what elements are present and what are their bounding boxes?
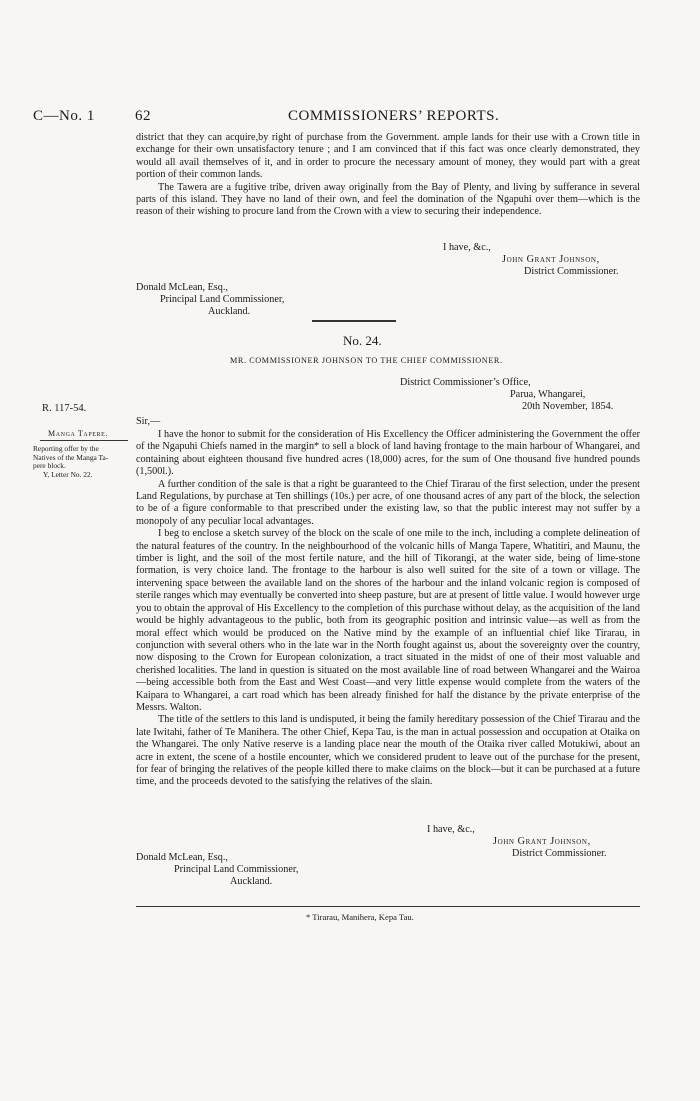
prior-paragraph-1: district that they can acquire,by right of purchase from the Government. ample lands for their use with a Crown title in exchange for their own unsatisfactory tenure ; and I am convinced that if this fact was once clearly demonstrated, they would all avail themselves of it, and in order to procure the necessary amount of money, they would part with a great portion of their common lands. bbox=[136, 132, 640, 181]
letter-closing: I have, &c., bbox=[427, 824, 475, 835]
prior-closing: I have, &c., bbox=[443, 242, 491, 253]
address-line-1: District Commissioner’s Office, bbox=[400, 377, 531, 388]
letter-body bbox=[136, 429, 640, 789]
prior-addressee-role: Principal Land Commissioner, bbox=[160, 294, 285, 305]
letter-addressee-role: Principal Land Commissioner, bbox=[174, 864, 299, 875]
section-divider bbox=[312, 320, 396, 322]
letter-paragraph-2: A further condition of the sale is that a right be guaranteed to the Chief Tirarau of the first selection, under the present Land Regulations, by purchase at Ten shillings (10s.) per acre, of one thousand acres of any part of the block, the selection to be of a figure conformable to that prescribed under the existing law, so that the public interest may not suffer by a monopoly of any peculiar local advantages. bbox=[136, 478, 640, 527]
prior-signature-name: John Grant Johnson, bbox=[502, 254, 600, 265]
prior-paragraph-2: The Tawera are a fugitive tribe, driven away originally from the Bay of Plenty, and living by sufferance in several parts of this island. They have no land of their own, and feel the domination of the Ngapuhi over them—which is the reason of their wishing to procure land from the Crown with a view to securing their independence. bbox=[136, 181, 640, 218]
letter-addressee-place: Auckland. bbox=[230, 876, 273, 887]
page-number: 62 bbox=[135, 108, 151, 124]
margin-title: Manga Tapere. bbox=[48, 429, 108, 438]
letter-addressee-name: Donald McLean, Esq., bbox=[136, 852, 228, 863]
page-title: COMMISSIONERS’ REPORTS. bbox=[288, 108, 500, 124]
letter-heading: MR. COMMISSIONER JOHNSON TO THE CHIEF COMMISSIONER. bbox=[230, 356, 503, 365]
footnote-rule bbox=[136, 906, 640, 907]
letter-paragraph-1: I have the honor to submit for the consideration of His Excellency the Officer administering the Government the offer of the Ngapuhi Chiefs named in the margin* to sell a block of land having frontage to the main harbour of Whangarei, and containing about eighteen thousand five hundred acres (18,000) acres, for the sum of One thousand five hundred pounds (1,500l.). bbox=[136, 429, 640, 478]
letter-number: No. 24. bbox=[343, 333, 382, 348]
salutation: Sir,— bbox=[136, 416, 161, 427]
letter-paragraph-3: I beg to enclose a sketch survey of the block on the scale of one mile to the inch, including a complete delineation of the natural features of the country. In the neighbourhood of the volcanic hills of Manga Tapere, Whatitiri, and Maunu, the timber is light, and the soil of the most fertile nature, and the hill of Tikorangi, at the water side, being of lime-stone formation, is very choice land. The frontage to the harbour is also well suited for the site of a town or village. The intervening space between the available land on the shores of the harbour and the inland volcanic region is composed of sterile ranges which may eventually be converted into sheep pasture, but are at present of little value. I would however urge you to obtain the approval of His Excellency to the completion of this purchase without delay, as the acquisition of the land would be highly advantageous to the public, both from its geographic position and intrinsic value—as well as from the moral effect which would be produced on the Native mind by the example of an influential chief like Tirarau, in conjunction with several others who in the late war in the North fought against us, about the sovereignty over the country, now disposing to the Crown for European colonization, a tract situated in the midst of one of their most valuable and cherished localities. The land in question is situated on the most available line of road between Whangarei and the Wairoa—being accessible both from the East and West Coast—and very little expense would complete from the waters of the Kaipara to Whangarei, a cart road which has been already finished for half the distance by the private enterprise of the Messrs. Walton. bbox=[136, 528, 640, 713]
series-label: C—No. 1 bbox=[33, 108, 95, 124]
prior-addressee-place: Auckland. bbox=[208, 306, 251, 317]
prior-addressee-name: Donald McLean, Esq., bbox=[136, 282, 228, 293]
address-line-2: Parua, Whangarei, bbox=[510, 389, 586, 400]
prior-letter-body bbox=[136, 132, 640, 219]
margin-rule bbox=[40, 440, 128, 441]
letter-signature-title: District Commissioner. bbox=[512, 848, 607, 859]
prior-signature-title: District Commissioner. bbox=[524, 266, 619, 277]
margin-note: Reporting offer by the Natives of the Manga Ta- pere block. Y, Letter No. 22. bbox=[33, 445, 133, 479]
reference-number: R. 117-54. bbox=[42, 403, 87, 414]
footnote: * Tirarau, Manihera, Kepa Tau. bbox=[306, 912, 414, 922]
address-date: 20th November, 1854. bbox=[522, 401, 614, 412]
letter-paragraph-4: The title of the settlers to this land is undisputed, it being the family hereditary possession of the Chief Tirarau and the late Iwitahi, father of Te Manihera. The other Chief, Kepa Tau, is the man in actual possession and occupation at Otaika on the Whangarei. The only Native reserve is a landing place near the mouth of the Otaika river called Motukiwi, about an acre in extent, the scene of a hostile encounter, which we considered prudent to leave out of the purchase for the present, for fear of bringing the relatives of the people killed there to make claims on the block—but it can be purchased at a future time, and the proceeds devoted to the satisfying the relatives of the slain. bbox=[136, 714, 640, 788]
letter-signature-name: John Grant Johnson, bbox=[493, 836, 591, 847]
margin-reference: Y, Letter No. 22. bbox=[43, 469, 93, 479]
